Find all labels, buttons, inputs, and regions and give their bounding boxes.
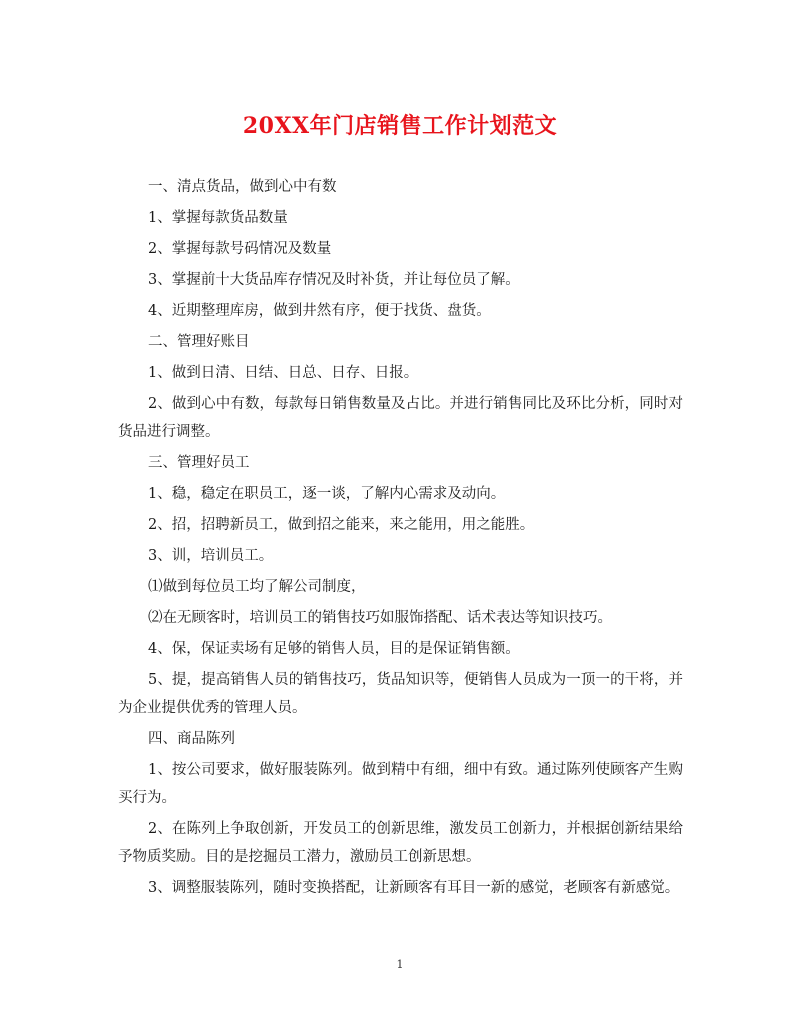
paragraph: 2、招，招聘新员工，做到招之能来，来之能用，用之能胜。 bbox=[148, 517, 535, 533]
paragraph: ⑵在无顾客时，培训员工的销售技巧如服饰搭配、话术表达等知识技巧。 bbox=[148, 610, 612, 626]
paragraph: ⑴做到每位员工均了解公司制度， bbox=[148, 579, 366, 595]
document-title: 20XX年门店销售工作计划范文 bbox=[242, 113, 558, 139]
heading-section-3: 三、管理好员工 bbox=[148, 455, 250, 471]
paragraph: 3、训，培训员工。 bbox=[148, 548, 274, 564]
document-body bbox=[118, 173, 683, 905]
heading-section-1: 一、清点货品，做到心中有数 bbox=[148, 179, 337, 195]
paragraph: 1、稳，稳定在职员工，逐一谈，了解内心需求及动向。 bbox=[148, 486, 506, 502]
paragraph: 1、按公司要求，做好服装陈列。做到精中有细，细中有致。通过陈列使顾客产生购买行为。 bbox=[118, 762, 683, 806]
paragraph: 3、掌握前十大货品库存情况及时补货，并让每位员了解。 bbox=[148, 272, 520, 288]
paragraph: 2、做到心中有数，每款每日销售数量及占比。并进行销售同比及环比分析，同时对货品进行调整。 bbox=[118, 396, 683, 440]
paragraph: 1、掌握每款货品数量 bbox=[148, 210, 288, 226]
paragraph: 5、提，提高销售人员的销售技巧，货品知识等，便销售人员成为一顶一的干将，并为企业提供优秀的管理人员。 bbox=[118, 672, 683, 716]
paragraph: 1、做到日清、日结、日总、日存、日报。 bbox=[148, 365, 419, 381]
paragraph: 2、在陈列上争取创新，开发员工的创新思维，激发员工创新力，并根据创新结果给予物质奖励。目的是挖掘员工潜力，激励员工创新思想。 bbox=[118, 821, 683, 865]
paragraph: 2、掌握每款号码情况及数量 bbox=[148, 241, 332, 257]
heading-section-4: 四、商品陈列 bbox=[148, 731, 235, 747]
paragraph: 4、近期整理库房，做到井然有序，便于找货、盘货。 bbox=[148, 303, 491, 319]
page-number: 1 bbox=[396, 958, 404, 971]
heading-section-2: 二、管理好账目 bbox=[148, 334, 250, 350]
paragraph: 4、保，保证卖场有足够的销售人员，目的是保证销售额。 bbox=[148, 641, 520, 657]
paragraph: 3、调整服装陈列，随时变换搭配，让新顾客有耳目一新的感觉，老顾客有新感觉。 bbox=[148, 880, 680, 896]
